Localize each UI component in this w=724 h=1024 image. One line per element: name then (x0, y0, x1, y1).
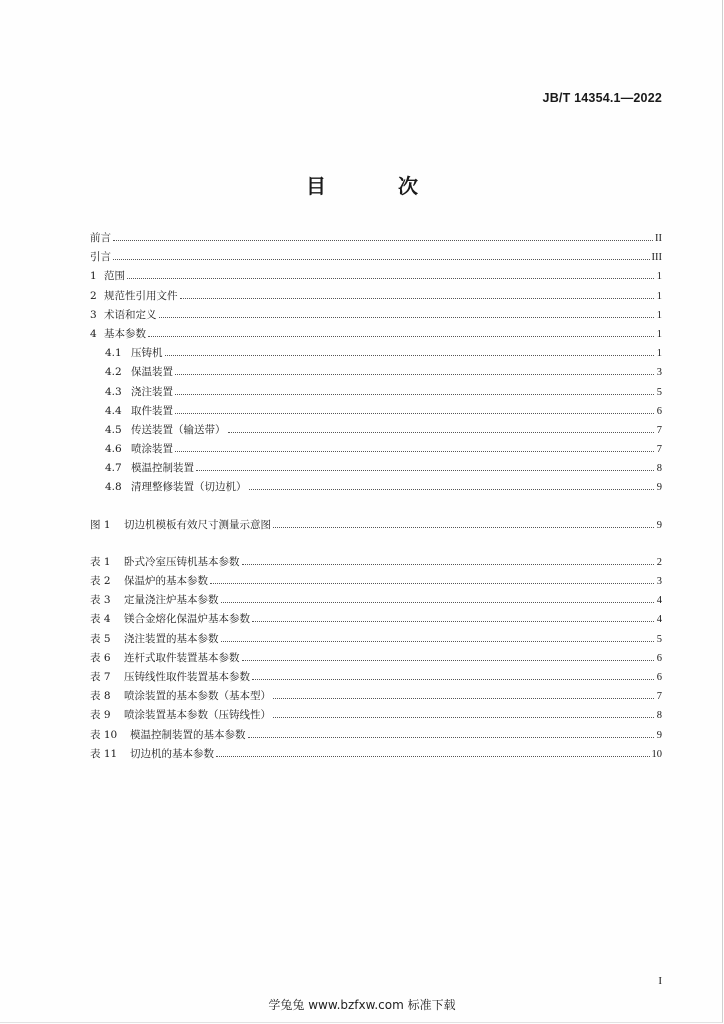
toc-page: 6 (656, 652, 662, 664)
toc-leader (113, 251, 650, 260)
toc-number: 表 6 (90, 651, 111, 664)
toc-page: 9 (656, 729, 662, 741)
toc-entry-4-6[interactable] (90, 441, 662, 460)
toc-entry-4-4[interactable] (90, 403, 662, 422)
toc-entry-4-1[interactable] (90, 345, 662, 364)
toc-entry-table-4[interactable] (90, 611, 662, 630)
toc-page: 1 (656, 290, 662, 302)
toc-number: 表 8 (90, 690, 111, 703)
toc-leader (113, 232, 653, 241)
toc-label: 前言 (90, 232, 111, 244)
toc-page: 3 (656, 576, 662, 587)
toc-page: 8 (656, 710, 662, 722)
toc-leader (175, 405, 654, 414)
toc-number: 4.6 (105, 443, 122, 456)
toc-entry-3[interactable] (90, 307, 662, 326)
toc-entry-table-10[interactable] (90, 727, 662, 746)
toc-entry-foreword[interactable] (90, 230, 662, 249)
toc-number: 表 10 (90, 728, 118, 741)
section-gap (90, 536, 662, 554)
toc-entry-table-3[interactable] (90, 592, 662, 611)
toc-entry-4[interactable] (90, 326, 662, 345)
toc-number: 表 2 (90, 575, 111, 587)
toc-entry-table-7[interactable] (90, 669, 662, 688)
toc-label: 浇注装置 (131, 385, 173, 398)
toc-number: 表 4 (90, 613, 111, 626)
toc-leader (175, 386, 654, 395)
toc-leader (228, 424, 655, 433)
toc-page: 7 (656, 424, 662, 436)
toc-page: 4 (656, 614, 662, 626)
toc-number: 4.7 (105, 462, 122, 475)
toc-label: 压铸机 (131, 347, 163, 360)
toc-label: 定量浇注炉基本参数 (124, 594, 219, 607)
toc-page: 8 (656, 463, 662, 475)
toc-number: 3 (90, 308, 97, 321)
toc-label: 卧式冷室压铸机基本参数 (124, 555, 240, 568)
toc-leader (196, 462, 654, 471)
toc-leader (252, 671, 654, 680)
toc-number: 4.1 (105, 347, 122, 360)
toc-number: 4.5 (105, 423, 122, 436)
toc-entry-4-2[interactable] (90, 364, 662, 383)
toc-page: 7 (656, 691, 662, 703)
toc-number: 4 (90, 327, 97, 340)
toc-label: 喷涂装置基本参数（压铸线性） (124, 709, 271, 722)
toc-label: 连杆式取件装置基本参数 (124, 651, 240, 664)
toc-entry-table-5[interactable] (90, 631, 662, 650)
standard-code: JB/T 14354.1—2022 (542, 91, 662, 105)
table-of-contents (90, 230, 662, 765)
toc-entry-table-1[interactable] (90, 554, 662, 573)
toc-number: 表 9 (90, 709, 111, 722)
toc-label: 基本参数 (104, 327, 146, 340)
toc-leader (273, 690, 654, 699)
toc-label: 范围 (104, 270, 125, 283)
toc-page: 1 (656, 271, 662, 283)
toc-number: 2 (90, 289, 97, 302)
toc-entry-table-2[interactable] (90, 573, 662, 592)
toc-label: 镁合金熔化保温炉基本参数 (124, 613, 250, 626)
toc-leader (175, 443, 654, 452)
toc-label: 清理整修装置（切边机） (131, 481, 247, 494)
toc-leader (248, 729, 655, 738)
toc-leader (242, 652, 655, 661)
toc-label: 取件装置 (131, 404, 173, 417)
toc-page: 3 (656, 367, 662, 379)
toc-leader (221, 633, 655, 642)
toc-leader (273, 709, 654, 718)
toc-entry-introduction[interactable] (90, 249, 662, 268)
toc-page: 1 (656, 309, 662, 321)
toc-number: 4.3 (105, 385, 122, 398)
toc-page: 2 (656, 556, 662, 568)
toc-entry-2[interactable] (90, 288, 662, 307)
toc-number: 4.8 (105, 481, 122, 494)
toc-page: III (651, 252, 662, 264)
toc-entry-table-8[interactable] (90, 688, 662, 707)
toc-entry-4-7[interactable] (90, 460, 662, 479)
toc-page: 5 (656, 633, 662, 645)
page-number: I (658, 975, 662, 987)
toc-entry-1[interactable] (90, 268, 662, 287)
toc-number: 表 1 (90, 555, 111, 568)
toc-leader (249, 482, 655, 491)
toc-label: 术语和定义 (104, 308, 157, 321)
page-title: 目 次 (306, 174, 444, 198)
toc-page: 5 (656, 386, 662, 398)
toc-entry-4-8[interactable] (90, 479, 662, 498)
toc-page: 6 (656, 405, 662, 417)
toc-leader (175, 366, 654, 375)
toc-page: 9 (656, 519, 662, 531)
toc-leader (221, 594, 655, 603)
toc-entry-table-6[interactable] (90, 650, 662, 669)
toc-label: 模温控制装置的基本参数 (130, 728, 246, 741)
toc-page: 1 (656, 348, 662, 360)
toc-number: 表 11 (90, 747, 118, 760)
toc-page: 7 (656, 444, 662, 456)
toc-leader (273, 519, 654, 528)
section-gap (90, 499, 662, 517)
toc-leader (159, 309, 655, 318)
toc-leader (165, 347, 655, 356)
toc-number: 表 5 (90, 632, 111, 645)
toc-leader (216, 748, 650, 757)
toc-label: 规范性引用文件 (104, 289, 178, 302)
toc-label: 模温控制装置 (131, 462, 194, 475)
toc-page: II (655, 233, 662, 244)
toc-entry-4-5[interactable] (90, 422, 662, 441)
toc-leader (127, 271, 654, 280)
toc-page: 4 (656, 595, 662, 607)
toc-entry-4-3[interactable] (90, 384, 662, 403)
watermark-text: 学兔兔 www.bzfxw.com 标准下载 (268, 998, 456, 1012)
toc-number: 4.4 (105, 404, 122, 417)
toc-leader (210, 575, 654, 584)
toc-entry-table-11[interactable] (90, 746, 662, 765)
toc-leader (242, 556, 655, 565)
toc-label: 切边机模板有效尺寸测量示意图 (124, 518, 271, 531)
toc-label: 引言 (90, 251, 111, 264)
toc-leader (252, 614, 654, 623)
toc-label: 传送装置（输送带） (131, 423, 226, 436)
toc-page: 10 (651, 748, 662, 760)
toc-page: 9 (656, 482, 662, 494)
toc-page: 6 (656, 671, 662, 683)
toc-label: 喷涂装置 (131, 443, 173, 456)
toc-leader (180, 290, 655, 299)
toc-entry-table-9[interactable] (90, 707, 662, 726)
toc-label: 浇注装置的基本参数 (124, 632, 219, 645)
toc-label: 保温炉的基本参数 (124, 575, 208, 587)
toc-page: 1 (656, 328, 662, 340)
toc-label: 切边机的基本参数 (130, 747, 214, 760)
toc-label: 保温装置 (131, 366, 173, 379)
toc-number: 表 3 (90, 594, 111, 607)
toc-number: 4.2 (105, 366, 122, 379)
toc-entry-figure-1[interactable] (90, 517, 662, 536)
toc-number: 1 (90, 270, 97, 283)
toc-leader (148, 328, 654, 337)
toc-number: 表 7 (90, 670, 111, 683)
toc-label: 压铸线性取件装置基本参数 (124, 670, 250, 683)
toc-label: 喷涂装置的基本参数（基本型） (124, 690, 271, 703)
toc-number: 图 1 (90, 518, 111, 531)
